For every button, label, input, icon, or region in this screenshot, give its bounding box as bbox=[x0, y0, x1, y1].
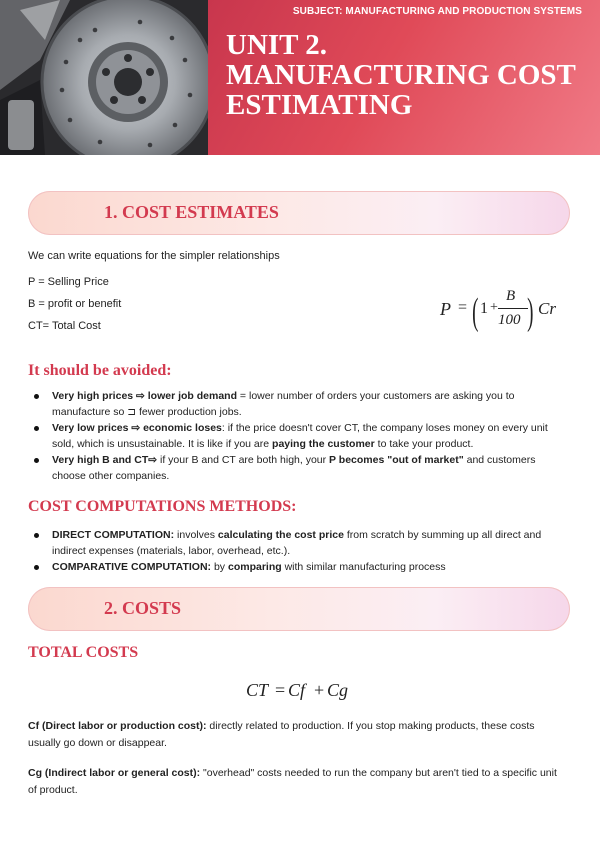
title-banner bbox=[208, 0, 600, 155]
item-bold-2: comparing bbox=[227, 561, 282, 573]
def-total-cost: CT= Total Cost bbox=[28, 320, 101, 332]
formula-cr: Cr bbox=[538, 299, 556, 318]
item-bold: Very high B and CT⇨ bbox=[52, 454, 158, 466]
total-cost-formula bbox=[246, 680, 366, 706]
intro-text: We can write equations for the simpler relationships bbox=[28, 250, 280, 262]
cg-text: "overhead" costs needed to run the company but aren't tied to a specific unit of product. bbox=[28, 767, 557, 796]
list-item bbox=[28, 560, 558, 576]
item-text: : if the price doesn't cover CT, the company loses money on every unit sold, which is unsustainable. It is like if you are bbox=[52, 422, 548, 450]
item-text-2: and customers choose other companies. bbox=[52, 454, 536, 482]
cf-term: Cf (Direct labor or production cost): bbox=[28, 720, 207, 732]
unit-title bbox=[226, 30, 576, 120]
cf-text: directly related to production. If you stop making products, these costs usually go down or disappear. bbox=[28, 720, 535, 749]
formula-fraction-bar bbox=[498, 308, 528, 309]
brake-disc-photo bbox=[0, 0, 208, 155]
formula-one: 1 bbox=[480, 300, 488, 317]
formula-eq: = bbox=[458, 299, 468, 316]
item-text: involves bbox=[174, 529, 218, 541]
formula-denominator: 100 bbox=[498, 312, 521, 328]
item-text: if your B and CT are both high, your bbox=[157, 454, 330, 466]
cf-paragraph bbox=[28, 718, 568, 752]
item-text-2: with similar manufacturing process bbox=[281, 561, 446, 573]
section-pill-costs bbox=[28, 587, 570, 631]
item-text-2: to take your product. bbox=[374, 437, 474, 450]
section-title: 1. COST ESTIMATES bbox=[104, 202, 279, 222]
list-item bbox=[28, 389, 558, 420]
item-bold: DIRECT COMPUTATION: bbox=[52, 529, 175, 541]
item-bold-2: paying the customer bbox=[272, 437, 375, 450]
formula-paren-right: ) bbox=[527, 291, 534, 333]
item-bold-2: calculating the cost price bbox=[217, 529, 344, 541]
formula-ct: CT bbox=[246, 680, 269, 700]
list-item bbox=[28, 528, 558, 559]
cg-paragraph bbox=[28, 765, 568, 799]
price-formula bbox=[440, 288, 560, 338]
formula-cg: Cg bbox=[327, 680, 349, 700]
avoid-list bbox=[28, 389, 558, 485]
list-item bbox=[28, 421, 558, 452]
item-bold: COMPARATIVE COMPUTATION: bbox=[52, 561, 212, 573]
avoid-heading: It should be avoided: bbox=[28, 362, 172, 379]
item-text-2: from scratch by summing up all direct and indirect expenses (materials, labor, overhead, etc.). bbox=[52, 529, 542, 557]
item-text: by bbox=[211, 561, 228, 573]
total-costs-heading: TOTAL COSTS bbox=[28, 644, 139, 661]
list-item bbox=[28, 453, 558, 484]
formula-eq: = bbox=[275, 680, 286, 700]
section-pill-cost-estimates bbox=[28, 191, 570, 235]
unit-title-line2: MANUFACTURING COST bbox=[226, 59, 576, 91]
formula-p: P bbox=[440, 299, 451, 319]
item-bold: Very high prices ⇨ lower job demand bbox=[52, 390, 238, 402]
formula-numerator: B bbox=[506, 288, 516, 304]
def-selling-price: P = Selling Price bbox=[28, 276, 109, 288]
formula-plus: + bbox=[314, 680, 325, 700]
methods-heading: COST COMPUTATIONS METHODS: bbox=[28, 498, 297, 515]
unit-title-line1: UNIT 2. bbox=[226, 29, 327, 61]
subject-label: SUBJECT: MANUFACTURING AND PRODUCTION SYSTEMS bbox=[292, 6, 582, 17]
header bbox=[0, 0, 600, 155]
item-bold: Very low prices ⇨ economic loses bbox=[52, 422, 222, 434]
brake-disc-illustration bbox=[0, 0, 208, 155]
cg-term: Cg (Indirect labor or general cost): bbox=[28, 767, 201, 779]
methods-list bbox=[28, 528, 558, 577]
formula-cf: Cf bbox=[288, 680, 306, 700]
section-title: 2. COSTS bbox=[104, 598, 182, 618]
def-profit: B = profit or benefit bbox=[28, 298, 122, 310]
item-bold-2: P becomes "out of market" bbox=[329, 454, 464, 466]
unit-title-line3: ESTIMATING bbox=[226, 89, 413, 121]
formula-plus: + bbox=[490, 300, 498, 315]
item-text: = lower number of orders your customers are asking you to manufacture so ⊐ fewer production jobs. bbox=[52, 390, 515, 418]
formula-paren-left: ( bbox=[472, 291, 479, 333]
